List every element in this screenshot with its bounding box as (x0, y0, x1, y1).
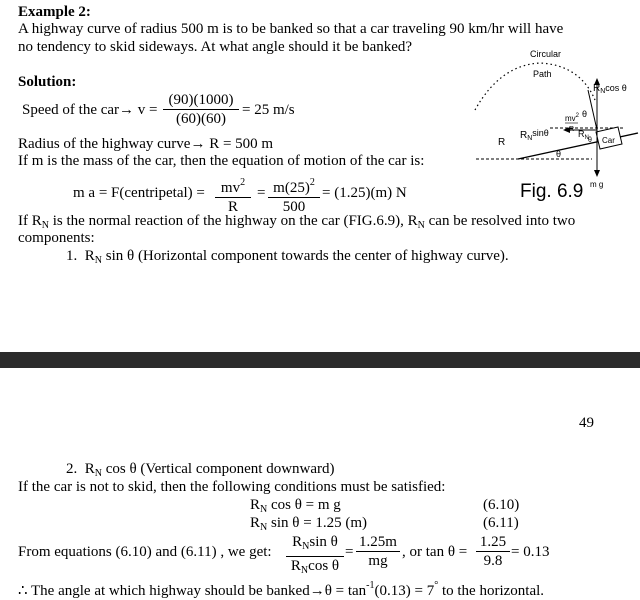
label-rncos: $R_N\cos$ θ (593, 83, 627, 95)
label-rn: $R_N$ (578, 129, 589, 141)
problem-line-1: A highway curve of radius 500 m is to be banked so that a car traveling 90 km/hr will have (18, 21, 564, 37)
example-heading: Example 2: (18, 4, 91, 20)
motion-eq-prefix: m a = F(centripetal) = (73, 185, 205, 201)
problem-line-2: no tendency to skid sideways. At what angle should it be banked? (18, 39, 413, 55)
solution-heading: Solution: (18, 74, 77, 90)
normal-reaction-line-1: If $R_N$ is the normal reaction of the highway on the car (FIG.6.9), $R_N$ can be resolved into two (18, 213, 576, 231)
label-mv2-den: R (569, 126, 575, 133)
motion-frac-2-sup: 2 (309, 177, 315, 188)
from-equations-prefix: From equations (6.10) and (6.11) , we get: (18, 544, 272, 560)
ratio-fraction: $\frac{R_N\sin \theta}{R_N\cos \theta}$ (286, 533, 344, 580)
equation-6-11: $R_N$ sin θ = 1.25 (m) (250, 515, 368, 533)
speed-prefix: Speed of the car→ v = (22, 102, 158, 118)
page-separator (0, 352, 640, 368)
label-mg: m g (590, 180, 604, 189)
list-item-2: 2. $R_N$ cos θ (Vertical component downward) (66, 461, 335, 479)
label-mv2: $mv^2$ (565, 113, 580, 123)
motion-frac-2 (268, 174, 320, 216)
mg-arrowhead (594, 170, 600, 177)
motion-frac-1-sup: 2 (240, 177, 246, 188)
label-circular: Circular (530, 49, 562, 59)
rhs-fraction: $\frac{1.25m}{mg}$ (356, 533, 400, 570)
label-theta-low: θ (556, 149, 562, 159)
label-path: Path (533, 69, 552, 79)
radius-line: Radius of the highway curve→ R = 500 m (18, 136, 274, 152)
equation-6-11-label: (6.11) (483, 515, 519, 531)
condition-line: If the car is not to skid, then the following conditions must be satisfied: (18, 479, 446, 495)
speed-fraction (163, 91, 239, 128)
mass-line: If m is the mass of the car, then the equation of motion of the car is: (18, 153, 425, 169)
ratio-equals: = (345, 544, 354, 560)
equation-6-10-label: (6.10) (483, 497, 520, 513)
list-item-1: 1. $R_N$ sin θ (Horizontal component towards the center of highway curve). (66, 248, 509, 266)
motion-frac-2-den: 500 (268, 197, 320, 216)
label-car: Car (602, 136, 615, 145)
motion-frac-1-den: R (215, 197, 251, 216)
page-number: 49 (579, 415, 594, 431)
figure-caption: Fig. 6.9 (520, 181, 584, 202)
label-theta-mid: θ (588, 137, 592, 144)
label-rnsin: $R_N\sin\theta$ (520, 128, 549, 142)
tan-result: = 0.13 (511, 544, 550, 560)
conclusion-line: ∴ The angle at which highway should be banked→θ = $\tan^{-1}(0.13) = 7^\circ$ to the horizontal. (18, 580, 545, 599)
label-theta-top: θ (582, 109, 588, 119)
normal-reaction-line-2: components: (18, 230, 95, 246)
motion-frac-2-num: m(25) (273, 180, 310, 196)
speed-result: = 25 m/s (242, 102, 295, 118)
speed-numerator: (90)(1000) (168, 92, 234, 108)
label-r-center: R (498, 137, 506, 148)
equation-6-10: $R_N$ cos θ = m g (250, 497, 341, 515)
motion-eq-result: = (1.25)(m) N (322, 185, 407, 201)
motion-frac-1-num: mv (220, 180, 241, 196)
or-tan-text: , or tan θ = (402, 544, 468, 560)
banked-curve-figure (470, 45, 640, 205)
motion-eq-equals: = (257, 185, 266, 201)
motion-frac-1 (215, 174, 251, 216)
speed-denominator: (60)(60) (163, 109, 239, 128)
tan-fraction: $\frac{1.25}{9.8}$ (476, 533, 510, 570)
